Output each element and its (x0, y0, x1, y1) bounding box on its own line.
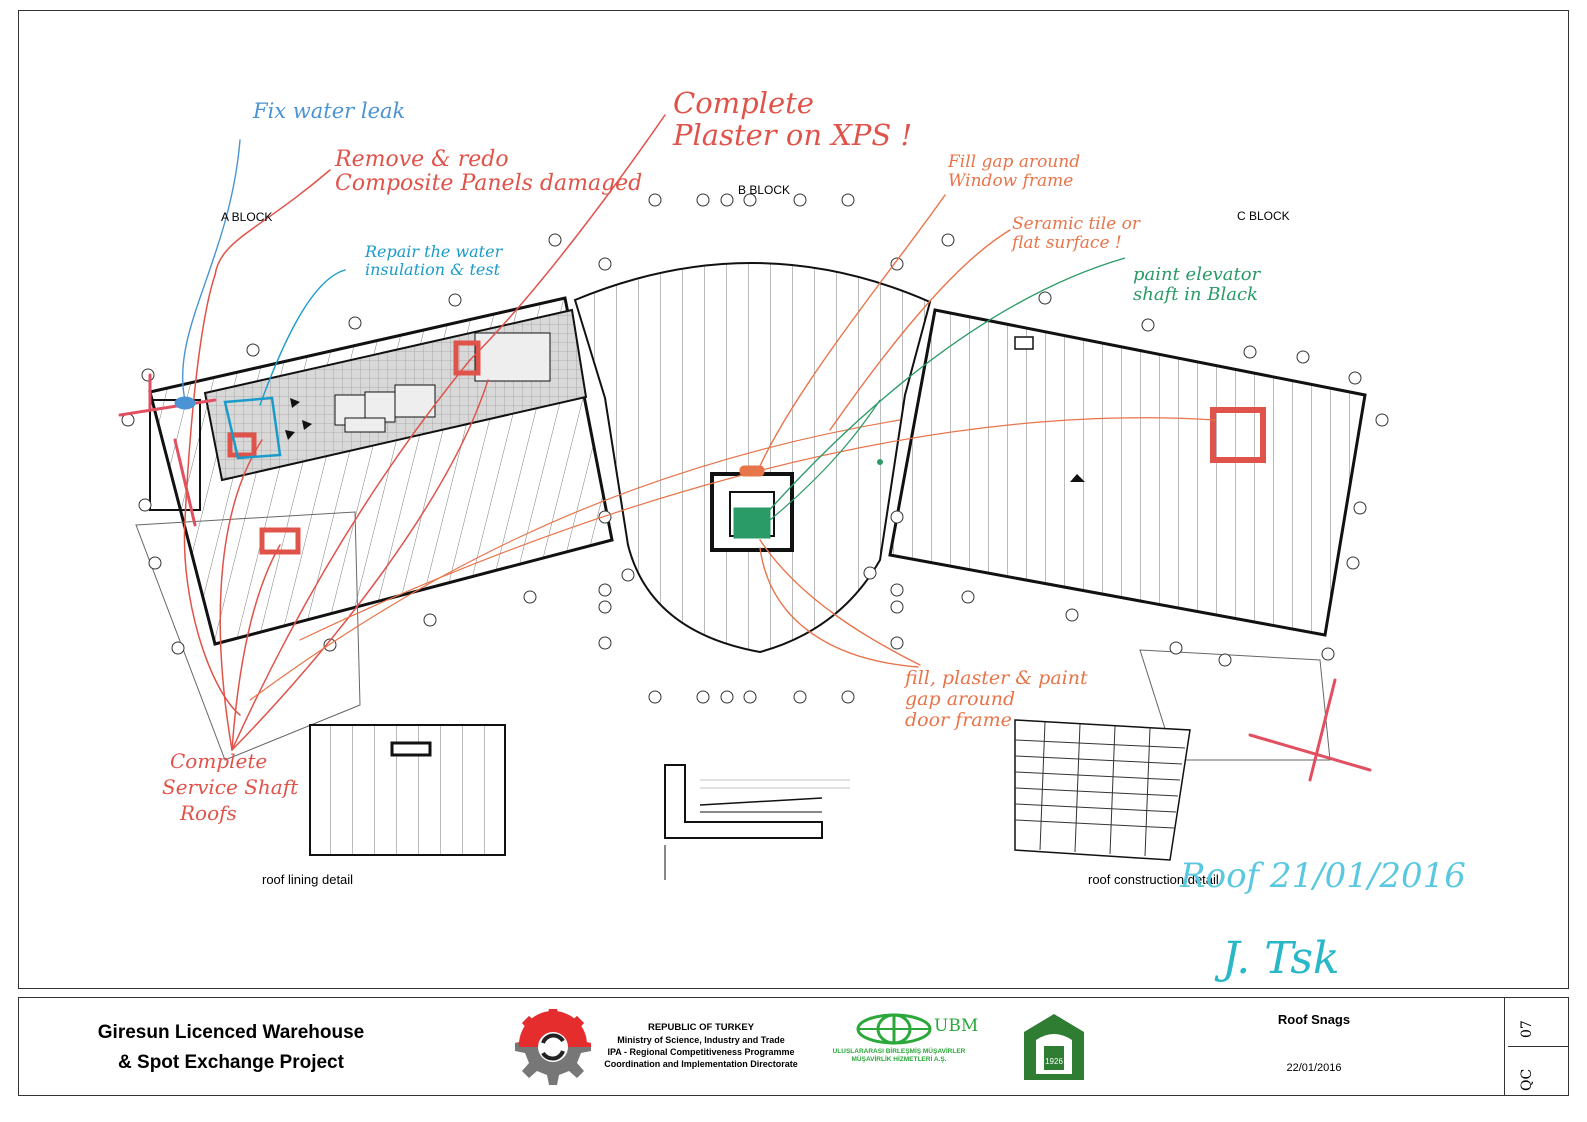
note-roof-date: Roof 21/01/2016 (1180, 856, 1466, 896)
note-line: flat surface ! (1012, 232, 1122, 253)
note-line: shaft in Black (1133, 283, 1258, 305)
note-line: insulation & test (365, 259, 501, 279)
qc-code: QC (1519, 1068, 1535, 1091)
title-block (18, 997, 1569, 1096)
section-detail (665, 765, 850, 880)
note-line: Plaster on XPS ! (673, 117, 913, 152)
signature: J. Tsk (1222, 933, 1340, 984)
sheet-number: 07 (1519, 1020, 1535, 1038)
sheet-title: Roof Snags (1277, 1012, 1351, 1027)
sheet-divider-h (1508, 1046, 1568, 1047)
note-line: paint elevator (1133, 264, 1261, 285)
project-title-line: Giresun Licenced Warehouse (97, 1022, 365, 1043)
ubm-subtitle (819, 1048, 979, 1064)
a-block-label: A BLOCK (221, 210, 273, 224)
ministry-line: Ministry of Science, Industry and Trade (617, 1035, 785, 1045)
project-title (81, 1018, 381, 1078)
note-line: Seramic tile or (1012, 214, 1140, 234)
ministry-line: REPUBLIC OF TURKEY (647, 1022, 755, 1033)
roof-construction-detail-label: roof construction detail (1088, 872, 1219, 887)
note-fill-plaster-door (905, 668, 1088, 731)
ubm-name: UBM (934, 1016, 979, 1036)
project-title-line: & Spot Exchange Project (118, 1052, 344, 1073)
sheet-date: 22/01/2016 (1286, 1062, 1342, 1074)
note-complete-service-shaft (162, 748, 299, 826)
note-complete-plaster (673, 88, 912, 152)
note-line: Service Shaft (162, 775, 299, 799)
ministry-text (596, 1022, 806, 1070)
sheet-divider (1504, 998, 1505, 1095)
ministry-line: Coordination and Implementation Directorate (604, 1059, 798, 1069)
b-block-plan (575, 263, 930, 652)
note-ceramic-tile (1012, 215, 1140, 252)
note-line: Roofs (180, 801, 237, 825)
note-fix-water-leak: Fix water leak (253, 99, 406, 123)
ministry-line: IPA - Regional Competitiveness Programme (607, 1047, 795, 1057)
note-line: gap around (905, 687, 1016, 710)
gtb-logo (1014, 1010, 1094, 1090)
note-line: Remove & redo (335, 147, 509, 172)
c-block-label: C BLOCK (1237, 209, 1290, 223)
ubm-sub-line: ULUSLARARASI BİRLEŞMİŞ MÜŞAVİRLER (832, 1048, 966, 1055)
ubm-sub-line: MÜŞAVİRLİK HİZMETLERİ A.Ş. (851, 1056, 947, 1063)
ubm-globe-logo (854, 1012, 934, 1046)
note-line: Composite Panels damaged (335, 171, 643, 197)
ministry-gear-logo (499, 1003, 599, 1091)
note-fill-gap-window (948, 153, 1080, 190)
note-line: door frame (905, 708, 1012, 731)
note-line: Fill gap around (948, 152, 1081, 172)
gtb-year: 1926 (1045, 1057, 1063, 1066)
note-line: fill, plaster & paint (905, 667, 1088, 689)
note-paint-elevator (1133, 265, 1260, 305)
note-line: Window frame (948, 170, 1074, 191)
note-line: Complete (673, 86, 814, 120)
note-remove-redo (335, 148, 642, 196)
a-block-plan (136, 298, 612, 760)
roof-lining-detail (310, 725, 505, 855)
b-block-label: B BLOCK (738, 183, 791, 197)
roof-construction-detail (1015, 720, 1190, 860)
roof-lining-detail-label: roof lining detail (262, 872, 354, 887)
note-line: Repair the water (365, 242, 503, 261)
note-line: Complete (170, 749, 268, 773)
note-repair-insulation (365, 243, 502, 278)
